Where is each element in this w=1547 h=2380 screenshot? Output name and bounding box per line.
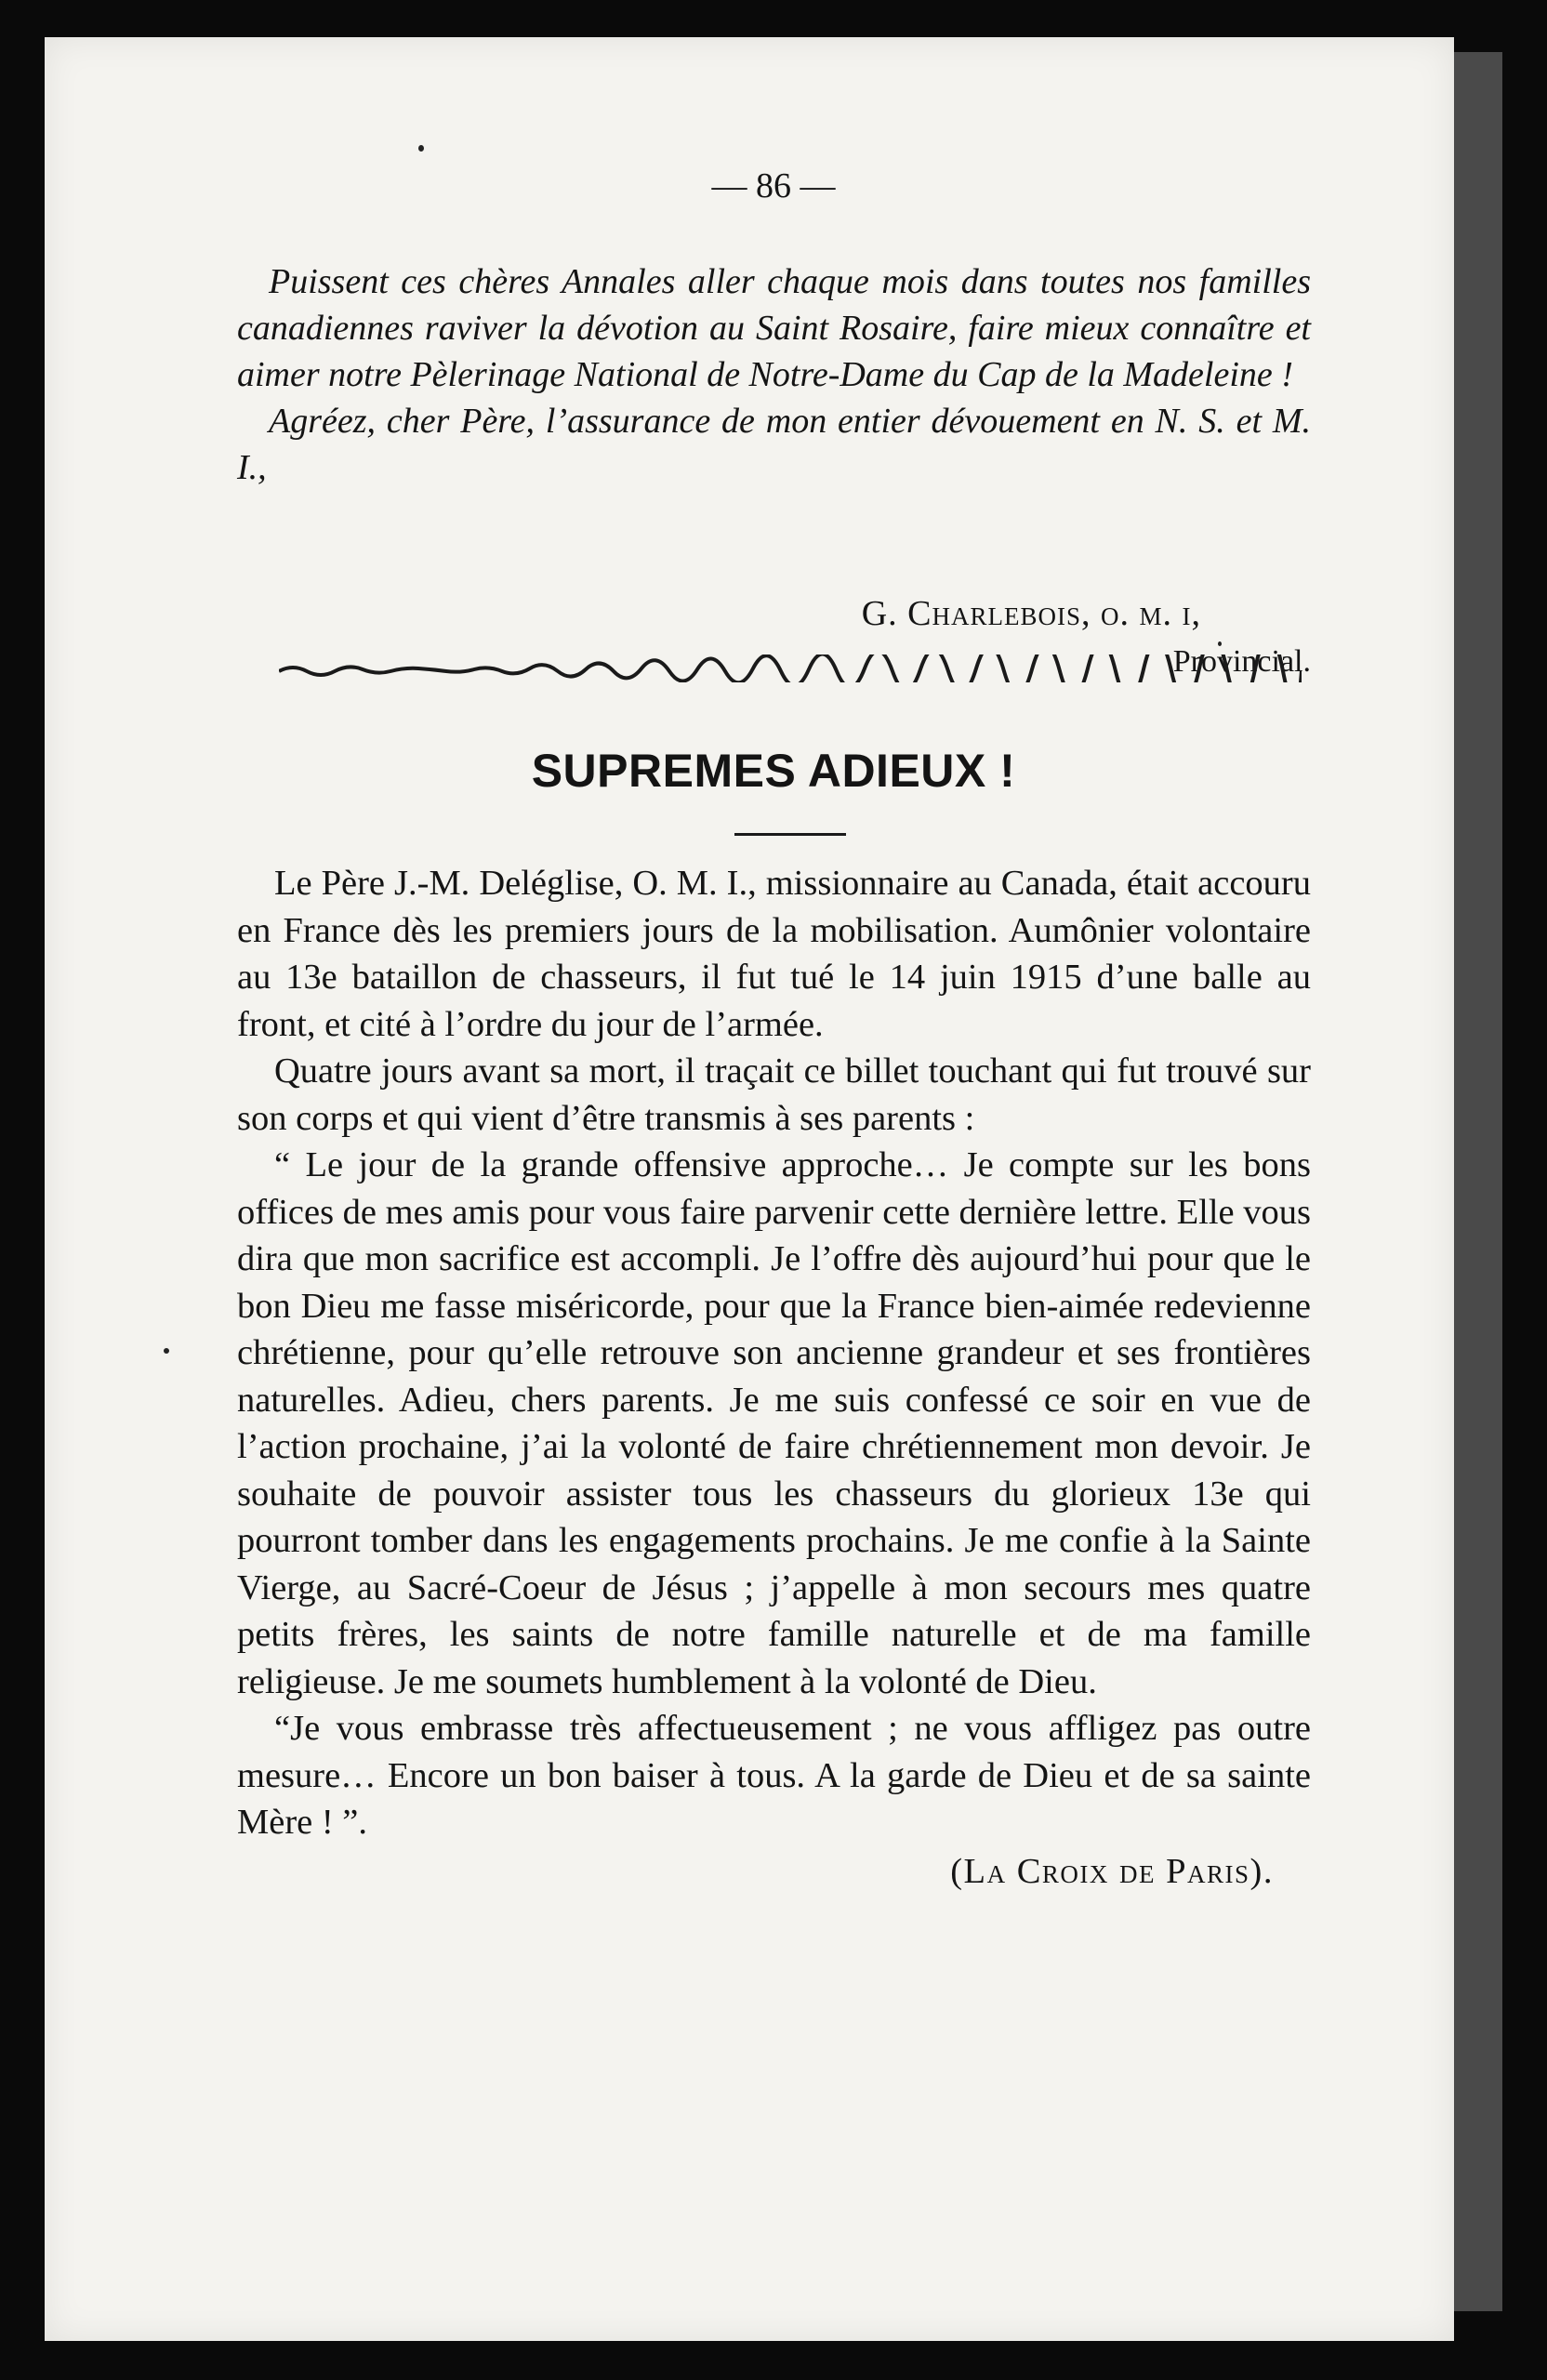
letter-paragraph: Puissent ces chères Annales aller chaque mois dans toutes nos familles canadiennes raviver la dévotion au Saint Rosaire, faire mieux connaître et aimer notre Pèlerinage National de Notre-Dame du Cap de la Madeleine ! (237, 262, 1311, 394)
article-paragraph: Quatre jours avant sa mort, il traçait ce billet touchant qui fut trouvé sur son corps et qui vient d’être transmis à ses parents : (237, 1051, 1311, 1138)
article-source: (La Croix de Paris). (950, 1851, 1274, 1891)
letter-paragraph: Agréez, cher Père, l’assurance de mon entier dévouement en N. S. et M. I., (237, 402, 1311, 487)
article-paragraph: Le Père J.-M. Deléglise, O. M. I., missionnaire au Canada, était accouru en France dès les premiers jours de la mobilisation. Aumônier volontaire au 13e bataillon de chasseurs, il fut tué le 14 juin 1915 d’une balle au front, et cité à l’ordre du jour de l’armée. (237, 864, 1311, 1044)
article-paragraph: “Je vous embrasse très affectueusement ; ne vous affligez pas outre mesure… Encore un bon baiser à tous. A la garde de Dieu et de sa sainte Mère ! ”. (237, 1709, 1311, 1842)
article-paragraph: “ Le jour de la grande offensive approche… Je compte sur les bons offices de mes amis pour vous faire parvenir cette dernière lettre. Elle vous dira que mon sacrifice est accompli. Je l’offre dès aujourd’hui pour que le bon Dieu me fasse miséricorde, pour que la France bien-aimée redevienne chrétienne, pour qu’elle retrouve son ancienne grandeur et ses frontières naturelles. Adieu, chers parents. Je me suis confessé ce soir en vue de l’action prochaine, j’ai la volonté de faire chrétiennement mon devoir. Je souhaite de pouvoir assister tous les chasseurs du glorieux 13e qui pourront tomber dans les engagements prochains. Je me confie à la Sainte Vierge, au Sacré-Coeur de Jésus ; j’appelle à mon secours mes quatre petits frères, les saints de notre famille naturelle et de ma famille religieuse. Je me soumets humblement à la volonté de Dieu. (237, 1145, 1311, 1701)
page-edge (1454, 52, 1502, 2311)
ornamental-divider (279, 654, 1302, 682)
title-rule (734, 833, 846, 836)
article-body (237, 860, 1311, 1895)
ink-speck (418, 145, 424, 152)
signature-name: G. Charlebois, o. m. i, (861, 594, 1201, 633)
letter-closing (237, 258, 1311, 679)
ink-speck (164, 1348, 169, 1354)
article-title: SUPREMES ADIEUX ! (531, 745, 1016, 797)
page-number: — 86 — (711, 166, 836, 205)
signature-title: Provincial. (1172, 644, 1311, 679)
